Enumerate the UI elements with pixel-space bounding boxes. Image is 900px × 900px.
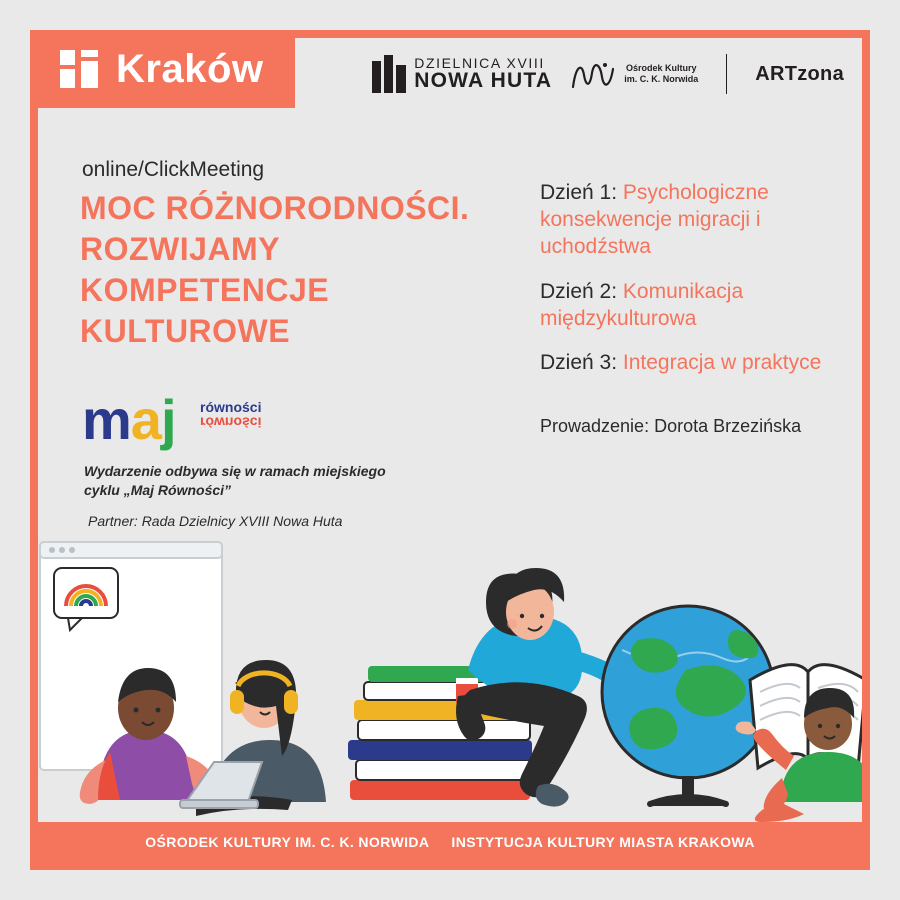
program-day-1-label: Dzień 1: — [540, 181, 618, 204]
event-format-label: online/ClickMeeting — [82, 158, 265, 181]
program-list — [540, 180, 840, 395]
krakow-logo-tab — [30, 30, 295, 108]
program-day-3-topic: Integracja w praktyce — [622, 351, 822, 375]
dzielnica-logo — [372, 55, 552, 93]
footer-left-label: OŚRODEK KULTURY IM. C. K. NORWIDA — [145, 834, 430, 850]
artzona-wordmark: ARTzona — [755, 62, 844, 85]
program-day-3-label: Dzień 3: — [540, 351, 618, 375]
osrodek-line2: im. C. K. Norwida — [624, 74, 699, 84]
norwid-signature-icon — [570, 57, 616, 91]
footer-right-label: INSTYTUCJA KULTURY MIASTA KRAKOWA — [451, 834, 755, 850]
maj-rownosci-bottom: równości — [200, 414, 262, 431]
title-line-1: MOC RÓŻNORODNOŚCI. — [80, 190, 470, 226]
krakow-crest-icon — [60, 50, 98, 88]
maj-letter-j: j — [160, 388, 176, 451]
program-day-1-topic: Psychologiczne konsekwencje migracji i uchodźstwa — [540, 181, 769, 258]
program-day-2-topic: Komunikacja międzykulturowa — [540, 279, 744, 330]
maj-letter-a: a — [130, 388, 161, 451]
maj-letters — [82, 388, 176, 451]
program-day-2-label: Dzień 2: — [540, 279, 618, 303]
krakow-wordmark: Kraków — [116, 47, 264, 91]
program-day-1 — [540, 180, 840, 261]
title-line-4: KULTUROWE — [80, 312, 291, 349]
page-title — [80, 188, 510, 352]
maj-rownosci-text — [200, 400, 261, 429]
logo-divider — [726, 54, 727, 94]
program-day-2 — [540, 279, 840, 333]
partner-logos — [372, 54, 844, 94]
event-description: Wydarzenie odbywa się w ramach miejskiego cyklu „Maj Równości” — [84, 463, 386, 498]
host-label: Prowadzenie: Dorota Brzezińska — [540, 416, 802, 436]
maj-rownosci-top: równości — [200, 399, 262, 415]
dzielnica-mark-icon — [372, 55, 406, 93]
illustration — [38, 520, 862, 822]
dzielnica-line2: NOWA HUTA — [414, 69, 553, 93]
title-line-2: ROZWIJAMY — [80, 230, 281, 267]
maj-rownosci-logo — [82, 388, 282, 452]
illustration-svg — [38, 520, 862, 822]
osrodek-kultury-logo — [570, 57, 698, 91]
dzielnica-line1: DZIELNICA XVIII — [414, 54, 545, 71]
osrodek-line1: Ośrodek Kultury — [625, 62, 697, 73]
maj-letter-m: m — [82, 388, 131, 451]
partner-label: Partner: Rada Dzielnicy XVIII Nowa Huta — [88, 513, 343, 529]
footer-bar — [38, 822, 862, 862]
title-line-3: KOMPETENCJE — [80, 271, 330, 308]
program-day-3 — [540, 350, 840, 377]
